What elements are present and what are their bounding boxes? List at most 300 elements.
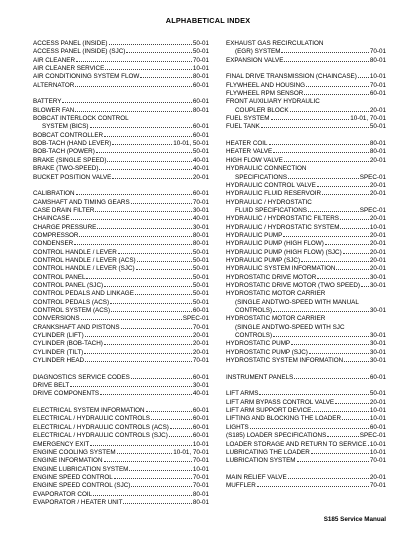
index-entry-page: 70-01 bbox=[192, 198, 209, 206]
dot-leader bbox=[306, 82, 369, 87]
dot-leader bbox=[312, 407, 369, 412]
index-entry-page: 70-01 bbox=[369, 48, 386, 56]
index-entry-page: 50-01 bbox=[192, 290, 209, 298]
index-entry bbox=[33, 499, 209, 507]
dot-leader bbox=[104, 282, 192, 287]
index-entry bbox=[33, 441, 209, 449]
index-entry-label: ENGINE SPEED CONTROL (SJC) bbox=[33, 482, 131, 490]
index-entry-page: 20-01 bbox=[192, 340, 209, 348]
index-entry bbox=[226, 274, 386, 282]
index-entry-label: CYLINDER (BOB-TACH) bbox=[33, 340, 103, 348]
index-entry-label: FUEL TANK bbox=[226, 123, 260, 131]
dot-leader bbox=[71, 215, 192, 220]
dot-leader bbox=[309, 349, 369, 354]
index-entry bbox=[226, 123, 386, 131]
index-entry bbox=[33, 132, 209, 140]
index-entry-page: 70-01 bbox=[369, 81, 386, 89]
index-entry bbox=[226, 324, 386, 332]
index-entry-label: ACCESS PANEL (INSIDE) bbox=[33, 40, 108, 47]
index-entry-label: HYDROSTATIC PUMP (SJC) bbox=[226, 348, 308, 356]
index-entry-label: CONVERSIONS bbox=[33, 315, 80, 323]
dot-leader bbox=[288, 474, 369, 479]
index-entry-page: 60-01 bbox=[192, 432, 209, 440]
dot-leader bbox=[104, 457, 192, 462]
index-entry-label: CRANKSHAFT AND PISTONS bbox=[33, 323, 120, 331]
page-footer: S185 Service Manual bbox=[323, 516, 386, 523]
index-entry-label: (SINGLE ANDTWO-SPEED WITH SJC bbox=[235, 323, 345, 331]
index-entry-page: 30-01 bbox=[369, 348, 386, 356]
index-entry bbox=[226, 140, 386, 148]
index-entry-page: 10-01 bbox=[192, 65, 209, 73]
index-entry-page: 40-01 bbox=[192, 156, 209, 164]
index-entry-page: 70-01 bbox=[192, 323, 209, 331]
dot-leader bbox=[304, 90, 369, 95]
index-entry-label: ENGINE SPEED CONTROL bbox=[33, 473, 113, 481]
index-entry-label: CONTROL PEDALS AND LINKAGE bbox=[33, 290, 134, 298]
index-entry bbox=[33, 57, 209, 65]
dot-leader bbox=[79, 232, 191, 237]
index-entry-page: 10-01, 50-01 bbox=[173, 140, 209, 148]
dot-leader bbox=[271, 115, 350, 120]
index-entry bbox=[226, 90, 386, 98]
index-entry-label: MAIN RELIEF VALVE bbox=[226, 473, 287, 481]
dot-leader bbox=[301, 257, 369, 262]
index-entry bbox=[226, 432, 386, 440]
index-entry-page: 80-01 bbox=[192, 240, 209, 248]
dot-leader bbox=[308, 207, 359, 212]
index-entry bbox=[33, 424, 209, 432]
index-entry-page: 10-01 bbox=[369, 407, 386, 415]
dot-leader bbox=[283, 232, 369, 237]
dot-leader bbox=[111, 307, 192, 312]
index-entry-page: 20-01 bbox=[369, 231, 386, 239]
dot-leader bbox=[114, 474, 192, 479]
index-entry-label: HYDRAULIC PUMP bbox=[226, 231, 283, 239]
index-entry-page: 60-01 bbox=[192, 81, 209, 89]
index-entry-label: ELECTRICAL / HYDRAULIC CONTROLS (SJC) bbox=[33, 432, 168, 440]
index-entry-page: SPEC-01 bbox=[182, 315, 209, 323]
index-entry bbox=[33, 457, 209, 465]
index-entry-label: HYDROSTATIC DRIVE MOTOR (TWO SPEED) bbox=[226, 281, 360, 289]
index-entry-label: EVAPORATOR COIL bbox=[33, 490, 93, 498]
dot-leader bbox=[123, 499, 191, 504]
section-spacer bbox=[226, 132, 386, 140]
index-entry-page: 80-01 bbox=[369, 148, 386, 156]
index-entry-label: HYDRAULIC / HYDROSTATIC bbox=[226, 198, 312, 206]
index-entry bbox=[226, 190, 386, 198]
index-entry bbox=[33, 107, 209, 115]
index-entry-page: 50-01 bbox=[192, 148, 209, 156]
index-entry bbox=[226, 157, 386, 165]
dot-leader bbox=[76, 57, 192, 62]
dot-leader bbox=[90, 441, 192, 446]
index-entry bbox=[33, 40, 209, 48]
index-entry-label: EMERGENCY EXIT bbox=[33, 440, 90, 448]
index-entry bbox=[33, 174, 209, 182]
index-entry-label: ALTERNATOR bbox=[33, 81, 75, 89]
index-entry bbox=[226, 98, 386, 106]
index-entry-page: 20-01 bbox=[369, 265, 386, 273]
index-entry-label: FINAL DRIVE TRANSMISSION (CHAINCASE) bbox=[226, 73, 357, 81]
index-entry bbox=[33, 315, 209, 323]
dot-leader bbox=[340, 215, 369, 220]
index-entry-label: LUBRICATING THE LOADER bbox=[226, 448, 310, 456]
dot-leader bbox=[104, 340, 192, 345]
dot-leader bbox=[250, 424, 369, 429]
index-entry-page: 20-01 bbox=[192, 173, 209, 181]
index-entry bbox=[226, 165, 386, 173]
index-entry-label: ACCESS PANEL (INSIDE) (SJC) bbox=[33, 48, 126, 56]
index-entry-label: BOB-TACH (HAND LEVER) bbox=[33, 140, 112, 148]
index-entry bbox=[33, 115, 209, 123]
index-entry-label: COMPRESSOR bbox=[33, 231, 79, 239]
index-entry bbox=[226, 299, 386, 307]
index-entry bbox=[226, 399, 386, 407]
index-entry-page: 20-01 bbox=[192, 332, 209, 340]
dot-leader bbox=[297, 457, 369, 462]
dot-leader bbox=[291, 340, 369, 345]
index-entry bbox=[33, 449, 209, 457]
index-entry-page: 50-01 bbox=[192, 256, 209, 264]
dot-leader bbox=[110, 299, 192, 304]
dot-leader bbox=[75, 107, 192, 112]
index-entry-page: 60-01 bbox=[369, 90, 386, 98]
dot-leader bbox=[85, 332, 192, 337]
dot-leader bbox=[343, 249, 369, 254]
index-entry-page: 30-01 bbox=[192, 206, 209, 214]
dot-leader bbox=[75, 82, 192, 87]
index-entry bbox=[226, 349, 386, 357]
index-entry bbox=[226, 107, 386, 115]
dot-leader bbox=[317, 182, 369, 187]
dot-leader bbox=[86, 274, 191, 279]
index-entry-label: HYDRAULIC PUMP (HIGH FLOW) (SJC) bbox=[226, 248, 342, 256]
dot-leader bbox=[118, 249, 192, 254]
dot-leader bbox=[131, 374, 192, 379]
dot-leader bbox=[70, 382, 192, 387]
index-entry bbox=[33, 274, 209, 282]
index-entry-page: 80-01 bbox=[192, 490, 209, 498]
index-entry bbox=[33, 340, 209, 348]
index-entry-label: CONTROL HANDLE / LEVER (SJC) bbox=[33, 265, 135, 273]
index-entry bbox=[33, 215, 209, 223]
index-entry-page: 10-01 bbox=[369, 415, 386, 423]
dot-leader bbox=[76, 190, 192, 195]
dot-leader bbox=[290, 107, 369, 112]
index-entry-label: HYDROSTATIC SYSTEM INFORMATION bbox=[226, 357, 344, 365]
dot-leader bbox=[95, 207, 191, 212]
section-spacer bbox=[226, 382, 386, 390]
index-entry bbox=[33, 290, 209, 298]
index-entry-page: 10-01 bbox=[369, 440, 386, 448]
index-entry-page: 80-01 bbox=[369, 56, 386, 64]
index-entry-page: 20-01 bbox=[369, 473, 386, 481]
index-entry bbox=[33, 332, 209, 340]
dot-leader bbox=[327, 432, 358, 437]
index-entry bbox=[33, 232, 209, 240]
index-entry-label: LIFT ARMS bbox=[226, 390, 259, 398]
index-entry-page: 20-01 bbox=[369, 215, 386, 223]
index-entry-label: BUCKET POSITION VALVE bbox=[33, 173, 112, 181]
index-entry-page: 80-01 bbox=[192, 73, 209, 81]
index-entry-label: CONDENSER bbox=[33, 240, 74, 248]
index-entry-page: 40-01 bbox=[192, 215, 209, 223]
index-entry bbox=[33, 157, 209, 165]
index-entry bbox=[226, 265, 386, 273]
index-entry-label: LUBRICATION SYSTEM bbox=[226, 457, 296, 465]
index-entry-label: SYSTEM (BICS) bbox=[42, 123, 89, 131]
index-entry bbox=[226, 57, 386, 65]
index-entry-label: BOBCAT CONTROLLER bbox=[33, 131, 104, 139]
index-entry bbox=[226, 207, 386, 215]
index-entry bbox=[33, 98, 209, 106]
section-spacer bbox=[226, 365, 386, 373]
dot-leader bbox=[99, 165, 191, 170]
index-entry-page: SPEC-01 bbox=[359, 432, 386, 440]
index-entry-page: 20-01 bbox=[369, 156, 386, 164]
index-entry bbox=[33, 491, 209, 499]
dot-leader bbox=[368, 441, 369, 446]
dot-leader bbox=[74, 240, 192, 245]
index-entry-label: HYDRAULIC CONTROL VALVE bbox=[226, 181, 316, 189]
index-entry-label: AIR CLEANER SERVICE bbox=[33, 65, 105, 73]
index-entry-page: 10-01 bbox=[192, 465, 209, 473]
index-entry bbox=[226, 457, 386, 465]
dot-leader bbox=[104, 132, 192, 137]
index-entry-label: DRIVE BELT bbox=[33, 382, 70, 390]
index-entry-label: CALIBRATION bbox=[33, 190, 75, 198]
dot-leader bbox=[284, 157, 369, 162]
index-entry-page: 50-01 bbox=[192, 40, 209, 47]
index-entry bbox=[33, 307, 209, 315]
index-entry-label: (EGR) SYSTEM bbox=[235, 48, 281, 56]
index-entry-page: SPEC-01 bbox=[359, 173, 386, 181]
index-entry-page: 20-01 bbox=[369, 240, 386, 248]
index-entry bbox=[33, 282, 209, 290]
index-entry bbox=[33, 73, 209, 81]
index-entry bbox=[226, 449, 386, 457]
index-entry bbox=[33, 415, 209, 423]
index-entry-label: SPECIFICATIONS bbox=[235, 173, 288, 181]
index-entry-page: 50-01 bbox=[192, 273, 209, 281]
dot-leader bbox=[311, 449, 369, 454]
index-entry-label: BRAKE (TWO-SPEED) bbox=[33, 165, 99, 173]
dot-leader bbox=[129, 466, 191, 471]
index-entry-label: CASE DRAIN FILTER bbox=[33, 206, 95, 214]
dot-leader bbox=[169, 432, 192, 437]
index-entry-page: 20-01 bbox=[369, 398, 386, 406]
dot-leader bbox=[273, 307, 369, 312]
index-entry-page: 20-01 bbox=[369, 248, 386, 256]
index-entry-label: ENGINE LUBRICATION SYSTEM bbox=[33, 465, 129, 473]
section-spacer bbox=[226, 466, 386, 474]
index-entry-page: 70-01 bbox=[192, 473, 209, 481]
index-entry bbox=[33, 123, 209, 131]
dot-leader bbox=[137, 257, 192, 262]
index-entry-page: 60-01 bbox=[192, 131, 209, 139]
index-entry-page: 60-01 bbox=[369, 423, 386, 431]
index-entry bbox=[226, 390, 386, 398]
dot-leader bbox=[261, 123, 369, 128]
dot-leader bbox=[294, 374, 369, 379]
index-entry bbox=[33, 299, 209, 307]
index-entry-label: FLYWHEEL RPM SENSOR bbox=[226, 90, 304, 98]
index-entry-label: (SINGLE ANDTWO-SPEED WITH MANUAL bbox=[235, 298, 359, 306]
index-entry bbox=[33, 324, 209, 332]
index-entry-page: 30-01 bbox=[369, 281, 386, 289]
index-entry-label: CONTROL PANEL bbox=[33, 273, 86, 281]
index-entry-label: AIR CLEANER bbox=[33, 56, 75, 64]
index-entry bbox=[33, 482, 209, 490]
index-entry bbox=[33, 249, 209, 257]
index-entry-page: 60-01 bbox=[192, 423, 209, 431]
index-entry-label: CONTROL PEDALS (ACS) bbox=[33, 298, 110, 306]
dot-leader bbox=[288, 174, 359, 179]
index-entry bbox=[33, 165, 209, 173]
dot-leader bbox=[109, 40, 192, 45]
index-entry bbox=[226, 374, 386, 382]
index-entry-page: 30-01 bbox=[369, 357, 386, 365]
index-entry bbox=[33, 224, 209, 232]
index-entry-page: 60-01 bbox=[192, 307, 209, 314]
index-entry-label: BOBCAT INTERLOCK CONTROL bbox=[33, 115, 129, 123]
section-spacer bbox=[33, 182, 209, 190]
index-entry-label: BLOWER FAN bbox=[33, 106, 75, 114]
index-entry bbox=[226, 232, 386, 240]
index-entry-page: 10-01 bbox=[369, 223, 386, 231]
index-entry-page: 50-01 bbox=[192, 48, 209, 56]
index-entry bbox=[33, 190, 209, 198]
dot-leader bbox=[335, 399, 369, 404]
index-entry bbox=[226, 199, 386, 207]
index-entry-label: HIGH FLOW VALVE bbox=[226, 156, 283, 164]
index-entry bbox=[226, 182, 386, 190]
index-entry-label: LOADER STORAGE AND RETURN TO SERVICE bbox=[226, 440, 367, 448]
index-entry-label: HYDROSTATIC MOTOR CARRIER bbox=[226, 315, 326, 323]
index-entry-label: ENGINE INFORMATION bbox=[33, 457, 103, 465]
index-entry-label: CYLINDER HEAD bbox=[33, 357, 85, 365]
dot-leader bbox=[90, 123, 192, 128]
index-entry bbox=[226, 340, 386, 348]
dot-leader bbox=[336, 265, 369, 270]
dot-leader bbox=[62, 98, 191, 103]
index-entry-label: HYDROSTATIC DRIVE MOTOR bbox=[226, 273, 317, 281]
index-entry-label: HEATER VALVE bbox=[226, 148, 273, 156]
index-entry-page: 70-01 bbox=[192, 56, 209, 64]
index-entry-label: CONTROL PANEL (SJC) bbox=[33, 281, 104, 289]
section-spacer bbox=[33, 365, 209, 373]
index-entry bbox=[33, 407, 209, 415]
index-entry-label: LIFT ARM BYPASS CONTROL VALVE bbox=[226, 398, 335, 406]
index-entry-label: HYDRAULIC PUMP (SJC) bbox=[226, 256, 301, 264]
index-entry-page: 30-01 bbox=[192, 382, 209, 390]
index-entry bbox=[33, 257, 209, 265]
index-entry bbox=[226, 240, 386, 248]
index-entry bbox=[226, 249, 386, 257]
index-entry-page: 60-01 bbox=[192, 415, 209, 423]
index-entry-label: ELECTRICAL / HYDRAULIC CONTROLS bbox=[33, 415, 150, 423]
index-entry-label: CONTROL SYSTEM (ACS) bbox=[33, 307, 111, 314]
index-entry-label: FUEL SYSTEM bbox=[226, 115, 270, 123]
dot-leader bbox=[105, 65, 192, 70]
index-entry bbox=[33, 148, 209, 156]
index-entry-label: HYDROSTATIC PUMP bbox=[226, 340, 291, 348]
index-entry-label: CONTROL HANDLE / LEVER bbox=[33, 248, 117, 256]
index-entry-label: HYDRAULIC SYSTEM INFORMATION bbox=[226, 265, 336, 273]
index-entry bbox=[33, 207, 209, 215]
index-entry-label: CYLINDER (TILT) bbox=[33, 348, 84, 356]
index-entry bbox=[33, 48, 209, 56]
index-entry-label: LIFT ARM SUPPORT DEVICE bbox=[226, 407, 312, 415]
index-entry bbox=[33, 240, 209, 248]
index-entry bbox=[33, 432, 209, 440]
index-entry bbox=[33, 65, 209, 73]
dot-leader bbox=[140, 73, 192, 78]
dot-leader bbox=[117, 449, 173, 454]
index-entry-label: FLYWHEEL AND HOUSING bbox=[226, 81, 306, 89]
index-entry-label: LIFTING AND BLOCKING THE LOADER bbox=[226, 415, 342, 423]
index-entry bbox=[226, 482, 386, 490]
index-entry bbox=[33, 374, 209, 382]
index-entry-label: (S185) LOADER SPECIFICATIONS bbox=[226, 432, 327, 440]
dot-leader bbox=[97, 224, 192, 229]
dot-leader bbox=[81, 315, 182, 320]
index-entry-label: CYLINDER (LIFT) bbox=[33, 332, 84, 340]
index-entry bbox=[226, 290, 386, 298]
index-entry-page: 20-01 bbox=[369, 256, 386, 264]
index-entry-page: 10-01, 70-01 bbox=[173, 448, 209, 456]
dot-leader bbox=[273, 332, 369, 337]
index-entry bbox=[226, 474, 386, 482]
index-entry-label: COUPLER BLOCK bbox=[235, 106, 289, 114]
index-entry-label: MUFFLER bbox=[226, 482, 256, 490]
index-entry-page: 80-01 bbox=[192, 231, 209, 239]
index-entry bbox=[226, 415, 386, 423]
index-entry bbox=[226, 282, 386, 290]
dot-leader bbox=[112, 174, 192, 179]
index-entry-page: 80-01 bbox=[369, 140, 386, 148]
index-entry-page: 10-01 bbox=[369, 73, 386, 81]
index-entry-page: 60-01 bbox=[192, 123, 209, 131]
index-entry-label: EVAPORATOR / HEATER UNIT bbox=[33, 498, 123, 506]
index-entry bbox=[226, 148, 386, 156]
dot-leader bbox=[259, 390, 368, 395]
dot-leader bbox=[100, 390, 192, 395]
dot-leader bbox=[284, 57, 368, 62]
index-entry-label: ELECTRICAL / HYDRAULIC CONTROLS (ACS) bbox=[33, 423, 169, 431]
index-entry-page: 70-01 bbox=[369, 457, 386, 465]
section-spacer bbox=[226, 65, 386, 73]
dot-leader bbox=[257, 482, 369, 487]
index-entry-label: CONTROLS) bbox=[235, 307, 273, 314]
index-entry bbox=[226, 115, 386, 123]
index-entry-page: 30-01 bbox=[369, 307, 386, 314]
index-entry-page: 50-01 bbox=[192, 298, 209, 306]
index-entry-label: HYDROSTATIC MOTOR CARRIER bbox=[226, 290, 326, 298]
index-entry-label: DRIVE COMPONENTS bbox=[33, 390, 100, 398]
index-entry-label: HYDRAULIC PUMP (HIGH FLOW) bbox=[226, 240, 324, 248]
index-entry-label: CHARGE PRESSURE bbox=[33, 223, 97, 231]
index-entry-page: 20-01 bbox=[369, 106, 386, 114]
index-entry-page: 10-01 bbox=[192, 440, 209, 448]
index-entry bbox=[33, 357, 209, 365]
dot-leader bbox=[84, 349, 192, 354]
dot-leader bbox=[131, 482, 192, 487]
dot-leader bbox=[112, 140, 172, 145]
index-entry-label: FRONT AUXILIARY HYDRAULIC bbox=[226, 98, 320, 106]
index-entry-page: 70-01 bbox=[192, 482, 209, 490]
index-entry-label: CHAINCASE bbox=[33, 215, 70, 223]
